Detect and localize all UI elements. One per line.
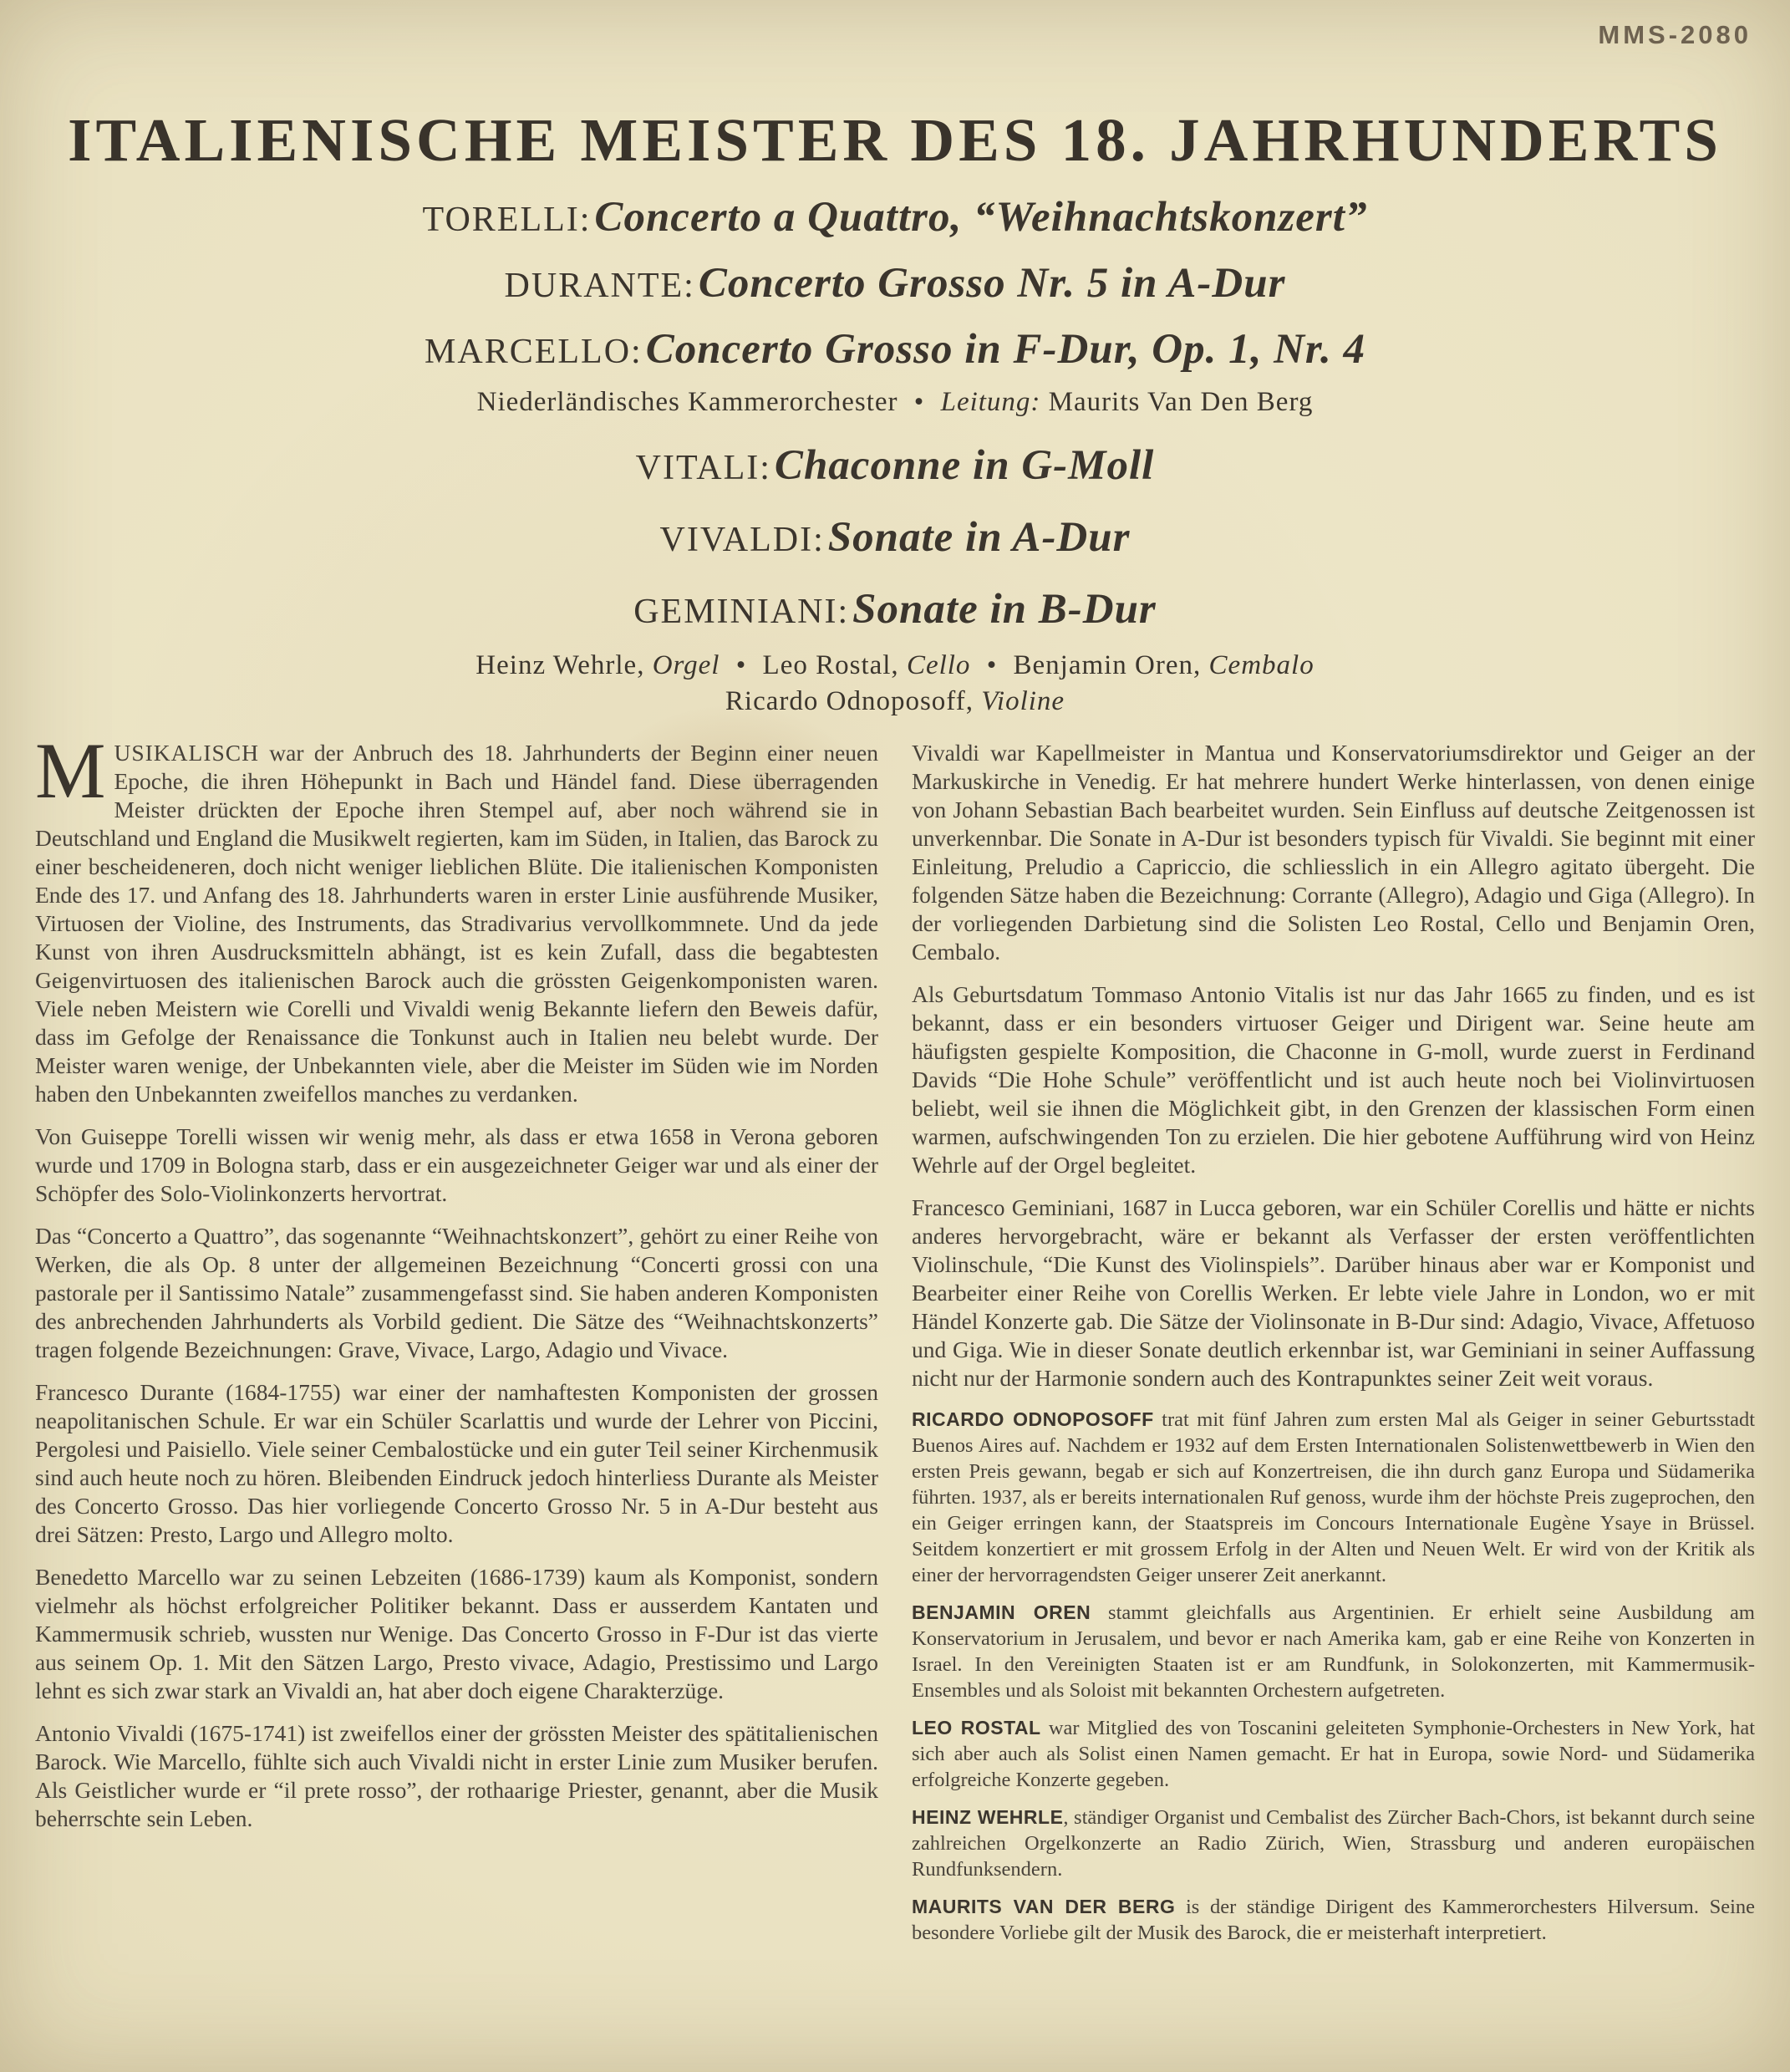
conductor-name: Maurits Van Den Berg bbox=[1048, 387, 1314, 417]
bullet-separator: • bbox=[913, 387, 925, 417]
bio-entry bbox=[912, 1715, 1755, 1793]
work-title: Chaconne in G-Moll bbox=[774, 442, 1155, 489]
performers-line-2 bbox=[0, 686, 1790, 717]
bio-text: war Mitglied des von Toscanini geleiteten Symphonie-Orchesters in New York, hat sich aber auch als Solist einen Namen gemacht. Er hat in Europa, sowie Nord- und Südamerika erfolgreiche Konzerte gegeben. bbox=[912, 1717, 1756, 1791]
bio-text: trat mit fünf Jahren zum ersten Mal als Geiger in seiner Geburtsstadt Buenos Aires auf. Nachdem er 1932 auf dem Ersten Internationalen Solistenwettbewerb in Wien den ersten Preis gewann, begab er sich auf Konzertreisen, die ihn durch ganz Europa und Südamerika führten. 1937, als er bereits internationalen Ruf genoss, wurde ihm der höchste Preis zugeprochen, den ein Geiger erringen kann, der Staatspreis im Concours Internationale Eugène Ysaye in Brüssel. Seitdem konzertiert er mit grossem Erfolg in der Alten und Neuen Welt. Er wird von der Kritik als einer der hervorragendsten Geiger unserer Zeit anerkannt. bbox=[912, 1408, 1756, 1586]
paragraph: Vivaldi war Kapellmeister in Mantua und Konservatoriumsdirektor und Geiger an der Markuskirche in Venedig. Er hat mehrere hundert Werke hinterlassen, von denen einige von Johann Sebastian Bach bearbeitet wurden. Sein Einfluss auf deutsche Zeitgenossen ist unverkennbar. Die Sonate in A-Dur ist besonders typisch für Vivaldi. Sie beginnt mit einer Einleitung, Preludio a Capriccio, die schliesslich in ein Allegro agitato übergeht. Die folgenden Sätze haben die Bezeichnung: Corrante (Allegro), Adagio und Giga (Allegro). In der vorliegenden Darbietung sind die Solisten Leo Rostal, Cello und Benjamin Oren, Cembalo. bbox=[912, 740, 1755, 965]
paragraph: Francesco Durante (1684-1755) war einer der namhaftesten Komponisten der grossen neapolitanischen Schule. Er war ein Schüler Scarlattis und wurde der Lehrer von Piccini, Pergolesi und Paisiello. Viele seiner Cembalostücke und ein guter Teil seiner Kirchenmusik sind auch heute noch zu hören. Bleibenden Eindruck jedoch hinterliess Durante als Meister des Concerto Grosso. Das hier vorliegende Concerto Grosso Nr. 5 in A-Dur besteht aus drei Sätzen: Presto, Largo und Allegro molto. bbox=[35, 1379, 878, 1547]
bio-entry bbox=[912, 1805, 1755, 1882]
paragraph-text: war der Anbruch des 18. Jahrhunderts der Beginn einer neuen Epoche, die ihren Höhepunkt in Bach und Händel fand. Diese überragenden Meister drückten der Epoche ihren Stempel auf, aber noch während sie in Deutschland und England die Musikwelt regierten, kam im Süden, in Italien, das Barock zu einer bescheideneren, doch nicht weniger lieblichen Blüte. Die italienischen Komponisten Ende des 17. und Anfang des 18. Jahrhunderts waren in erster Linie ausführende Musiker, Virtuosen der Violine, des Instruments, das Stradivarius vervollkommnete. Und da jede Kunst von ihren Ausdrucksmitteln abhängt, ist es kein Zufall, dass die begabtesten Geigenvirtuosen des italienischen Barock auch die grössten Geigenkomponisten waren. Viele neben Meistern wie Corelli und Vivaldi wenig Bekannte liefern den Beweis dafür, dass im Gefolge der Renaissance die Tonkunst auch in Italien neu belebt wurde. Der Meister waren wenige, der Unbekannten viele, aber die Meister im Süden wie im Norden haben den Unbekannten zweifellos manches zu verdanken. bbox=[35, 740, 878, 1107]
paragraph: Antonio Vivaldi (1675-1741) ist zweifellos einer der grössten Meister des spätitalienischen Barock. Wie Marcello, fühlte sich auch Vivaldi nicht in erster Linie zum Musiker berufen. Als Geistlicher wurde er “il prete rosso”, der rothaarige Priester, genannt, aber die Musik beherrschte sein Leben. bbox=[35, 1720, 878, 1831]
drop-cap: M bbox=[35, 726, 106, 815]
bio-entry bbox=[912, 1600, 1755, 1703]
performer-instrument: Cello bbox=[906, 650, 971, 680]
album-title: ITALIENISCHE MEISTER DES 18. JAHRHUNDERTS bbox=[68, 106, 1722, 174]
work-line-marcello bbox=[0, 325, 1790, 374]
paragraph: Francesco Geminiani, 1687 in Lucca geboren, war ein Schüler Corellis und hätte er nichts anderes hervorgebracht, wäre er bekannt als Verfasser der ersten veröffentlichten Violinschule, “Die Kunst des Violinspiels”. Darüber hinaus aber war er Komponist und Bearbeiter einer Reihe von Corellis Werken. Er lebte viele Jahre in London, wo er mit Händel Konzerte gab. Die Sätze der Violinsonate in B-Dur sind: Adagio, Vivace, Affetuoso und Giga. Wie in dieser Sonate deutlich erkennbar ist, war Geminiani in seiner Auffassung nicht nur der Harmonie sondern auch des Kontrapunktes seiner Zeit weit voraus. bbox=[912, 1194, 1755, 1391]
work-line-durante bbox=[0, 259, 1790, 308]
bio-name: LEO ROSTAL bbox=[912, 1717, 1041, 1739]
right-column bbox=[912, 739, 1755, 1957]
artist-bios bbox=[912, 1407, 1755, 1946]
bio-entry bbox=[912, 1894, 1755, 1946]
performer-name: Heinz Wehrle, bbox=[475, 650, 645, 680]
left-column bbox=[35, 726, 878, 1957]
liner-notes bbox=[0, 717, 1790, 1957]
conductor-role-label: Leitung: bbox=[940, 387, 1041, 417]
work-title: Concerto Grosso in F-Dur, Op. 1, Nr. 4 bbox=[645, 326, 1365, 373]
work-line-vivaldi bbox=[0, 513, 1790, 562]
performer-instrument: Violine bbox=[981, 686, 1065, 716]
bio-name: BENJAMIN OREN bbox=[912, 1601, 1091, 1623]
program-heading bbox=[0, 193, 1790, 717]
orchestra-name: Niederländisches Kammerorchester bbox=[476, 387, 898, 417]
work-line-geminiani bbox=[0, 585, 1790, 634]
performer-instrument: Orgel bbox=[652, 650, 720, 680]
bio-text: , ständiger Organist und Cembalist des Zürcher Bach-Chors, ist bekannt durch seine zahlreichen Orgelkonzerte an Radio Zürich, Wien, Strassburg und anderen europäischen Rundfunksendern. bbox=[912, 1806, 1755, 1881]
performer-instrument: Cembalo bbox=[1208, 650, 1315, 680]
bio-name: MAURITS VAN DER BERG bbox=[912, 1896, 1176, 1917]
bio-name: HEINZ WEHRLE bbox=[912, 1806, 1064, 1828]
performers-line-1 bbox=[0, 650, 1790, 681]
paragraph: Als Geburtsdatum Tommaso Antonio Vitalis ist nur das Jahr 1665 zu finden, und es ist bekannt, dass er ein besonders virtuoser Geiger und Dirigent war. Seine heute am häufigsten gespielte Komposition, die Chaconne in G-moll, wurde zuerst in Ferdinand Davids “Die Hohe Schule” veröffentlicht und ist auch heute noch bei Violinvirtuosen beliebt, weil sie ihnen die Möglichkeit gibt, in den Grenzen der klassischen Form einen warmen, aufschwingenden Ton zu erzielen. Die hier gebotene Aufführung wird von Heinz Wehrle auf der Orgel begleitet. bbox=[912, 981, 1755, 1178]
composer-label: VITALI: bbox=[635, 449, 771, 487]
performer-name: Benjamin Oren, bbox=[1013, 650, 1202, 680]
composer-label: MARCELLO: bbox=[425, 333, 643, 371]
bio-text: stammt gleichfalls aus Argentinien. Er erhielt seine Ausbildung am Konservatorium in Jerusalem, und bevor er nach Amerika kam, gab er eine Reihe von Konzerten in Israel. In den Vereinigten Staaten ist er am Rundfunk, in Solokonzerten, mit Kammermusik-Ensembles und als Soloist mit bekannten Orchestern aufgetreten. bbox=[912, 1601, 1755, 1702]
paragraph-lead bbox=[35, 726, 878, 1108]
work-title: Concerto a Quattro, “Weihnachtskonzert” bbox=[594, 194, 1368, 241]
work-line-torelli bbox=[0, 193, 1790, 242]
performer-name: Ricardo Odnoposoff, bbox=[725, 686, 974, 716]
lead-word-caps: USIKALISCH bbox=[114, 740, 259, 766]
orchestra-credit bbox=[0, 387, 1790, 418]
work-title: Concerto Grosso Nr. 5 in A-Dur bbox=[698, 260, 1286, 307]
paragraph: Von Guiseppe Torelli wissen wir wenig mehr, als dass er etwa 1658 in Verona geboren wurde und 1709 in Bologna starb, dass er ein ausgezeichneter Geiger war und als einer der Schöpfer des Solo-Violinkonzerts hervortrat. bbox=[35, 1123, 878, 1206]
paragraph: Benedetto Marcello war zu seinen Lebzeiten (1686-1739) kaum als Komponist, sondern vielmehr als höchst erfolgreicher Politiker bekannt. Dass er ausserdem Kantaten und Kammermusik schrieb, wussten nur Wenige. Das Concerto Grosso in F-Dur ist das vierte aus seinem Op. 1. Mit den Sätzen Largo, Presto vivace, Adagio, Prestissimo und Largo lehnt es sich zwar stark an Vivaldi an, hat aber doch eigene Charakterzüge. bbox=[35, 1564, 878, 1703]
catalog-number: MMS-2080 bbox=[1598, 20, 1752, 49]
composer-label: VIVALDI: bbox=[659, 521, 825, 559]
work-line-vitali bbox=[0, 441, 1790, 490]
solo-works bbox=[0, 441, 1790, 634]
composer-label: DURANTE: bbox=[504, 267, 695, 305]
composer-label: GEMINIANI: bbox=[633, 593, 850, 631]
composer-label: TORELLI: bbox=[422, 201, 592, 239]
bullet-separator: • bbox=[735, 650, 747, 680]
bio-text: is der ständige Dirigent des Kammerorchesters Hilversum. Seine besondere Vorliebe gilt der Musik des Barock, die er meisterhaft interpretiert. bbox=[912, 1896, 1756, 1944]
performer-name: Leo Rostal, bbox=[762, 650, 899, 680]
work-title: Sonate in A-Dur bbox=[827, 514, 1131, 561]
bullet-separator: • bbox=[986, 650, 998, 680]
bio-name: RICARDO ODNOPOSOFF bbox=[912, 1408, 1154, 1430]
paragraph: Das “Concerto a Quattro”, das sogenannte “Weihnachtskonzert”, gehört zu einer Reihe von Werken, die als Op. 8 unter der allgemeinen Bezeichnung “Concerti grossi con una pastorale per il Santissimo Natale” zusammengefasst sind. Sie haben anderen Komponisten des anbrechenden Jahrhunderts als Vorbild gedient. Die Sätze des “Weihnachtskonzerts” tragen folgende Bezeichnungen: Grave, Vivace, Largo, Adagio und Vivace. bbox=[35, 1223, 878, 1362]
work-title: Sonate in B-Dur bbox=[852, 586, 1157, 633]
bio-entry bbox=[912, 1407, 1755, 1588]
